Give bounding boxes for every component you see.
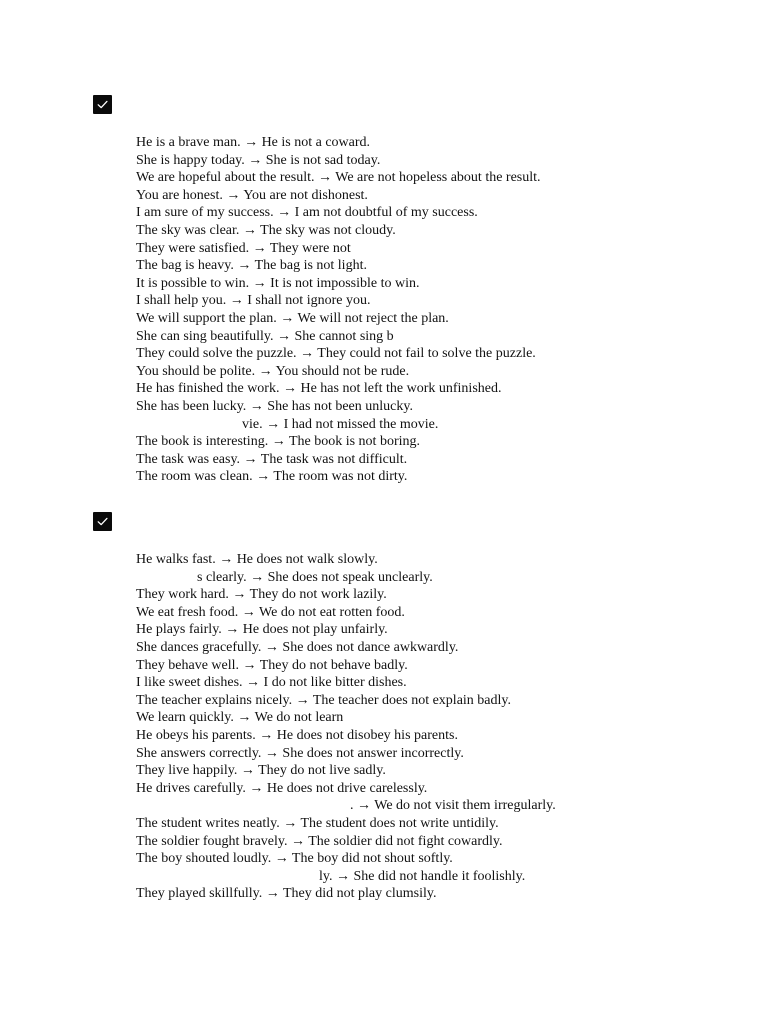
sentence-line: We learn quickly. → We do not learn — [136, 710, 344, 726]
sentence-line: She answers correctly. → She does not answer incorrectly. — [136, 745, 464, 761]
sentence-list — [136, 551, 696, 903]
sentence-line: s clearly. → She does not speak unclearly. — [197, 569, 433, 585]
sentence-line: I like sweet dishes. → I do not like bitter dishes. — [136, 675, 407, 691]
sentence-line: The bag is heavy. → The bag is not light. — [136, 258, 367, 274]
sentence-line: The boy shouted loudly. → The boy did not shout softly. — [136, 851, 453, 867]
sentence-line: We will support the plan. → We will not reject the plan. — [136, 310, 449, 326]
sentence-line: He walks fast. → He does not walk slowly. — [136, 552, 378, 567]
checkbox-checked[interactable] — [93, 512, 112, 531]
sentence-line: It is possible to win. → It is not impossible to win. — [136, 275, 420, 291]
sentence-line: The room was clean. → The room was not dirty. — [136, 469, 408, 485]
sentence-line: They were satisfied. → They were not — [136, 240, 351, 256]
sentence-line: He plays fairly. → He does not play unfairly. — [136, 622, 388, 638]
sentence-line: The book is interesting. → The book is not boring. — [136, 434, 420, 450]
sentence-line: She dances gracefully. → She does not dance awkwardly. — [136, 639, 459, 655]
sentence-line: He has finished the work. → He has not left the work unfinished. — [136, 381, 502, 397]
sentence-line: He obeys his parents. → He does not disobey his parents. — [136, 727, 458, 743]
checkmark-icon — [96, 98, 109, 111]
sentence-line: They could solve the puzzle. → They could not fail to solve the puzzle. — [136, 346, 536, 362]
sentence-line: The task was easy. → The task was not difficult. — [136, 451, 408, 467]
sentence-line: He is a brave man. → He is not a coward. — [136, 135, 371, 150]
sentence-line: vie. → I had not missed the movie. — [242, 416, 439, 432]
sentence-list — [136, 134, 696, 486]
sentence-line: They played skillfully. → They did not play clumsily. — [136, 886, 437, 902]
sentence-line: She can sing beautifully. → She cannot sing b — [136, 328, 394, 344]
sentence-line: We are hopeful about the result. → We are not hopeless about the result. — [136, 170, 541, 186]
sentence-line: She has been lucky. → She has not been unlucky. — [136, 398, 413, 414]
sentence-line: The soldier fought bravely. → The soldier did not fight cowardly. — [136, 833, 503, 849]
sentence-line: He drives carefully. → He does not drive carelessly. — [136, 780, 428, 796]
sentence-line: You are honest. → You are not dishonest. — [136, 187, 368, 203]
sentence-line: They behave well. → They do not behave badly. — [136, 657, 408, 673]
sentence-line: She is happy today. → She is not sad today. — [136, 152, 381, 168]
sentence-line: They work hard. → They do not work lazily. — [136, 587, 387, 603]
sentence-line: The sky was clear. → The sky was not cloudy. — [136, 222, 396, 238]
sentence-line: They live happily. → They do not live sadly. — [136, 763, 386, 779]
sentence-line: We eat fresh food. → We do not eat rotten food. — [136, 604, 405, 620]
sentence-line: . → We do not visit them irregularly. — [350, 798, 556, 814]
sentence-line: I shall help you. → I shall not ignore you. — [136, 293, 371, 309]
sentence-line: The teacher explains nicely. → The teacher does not explain badly. — [136, 692, 511, 708]
sentence-line: I am sure of my success. → I am not doubtful of my success. — [136, 205, 478, 221]
sentence-line: You should be polite. → You should not be rude. — [136, 363, 410, 379]
checkbox-checked[interactable] — [93, 95, 112, 114]
checkmark-icon — [96, 515, 109, 528]
sentence-line: ly. → She did not handle it foolishly. — [319, 868, 526, 884]
sentence-line: The student writes neatly. → The student does not write untidily. — [136, 815, 499, 831]
